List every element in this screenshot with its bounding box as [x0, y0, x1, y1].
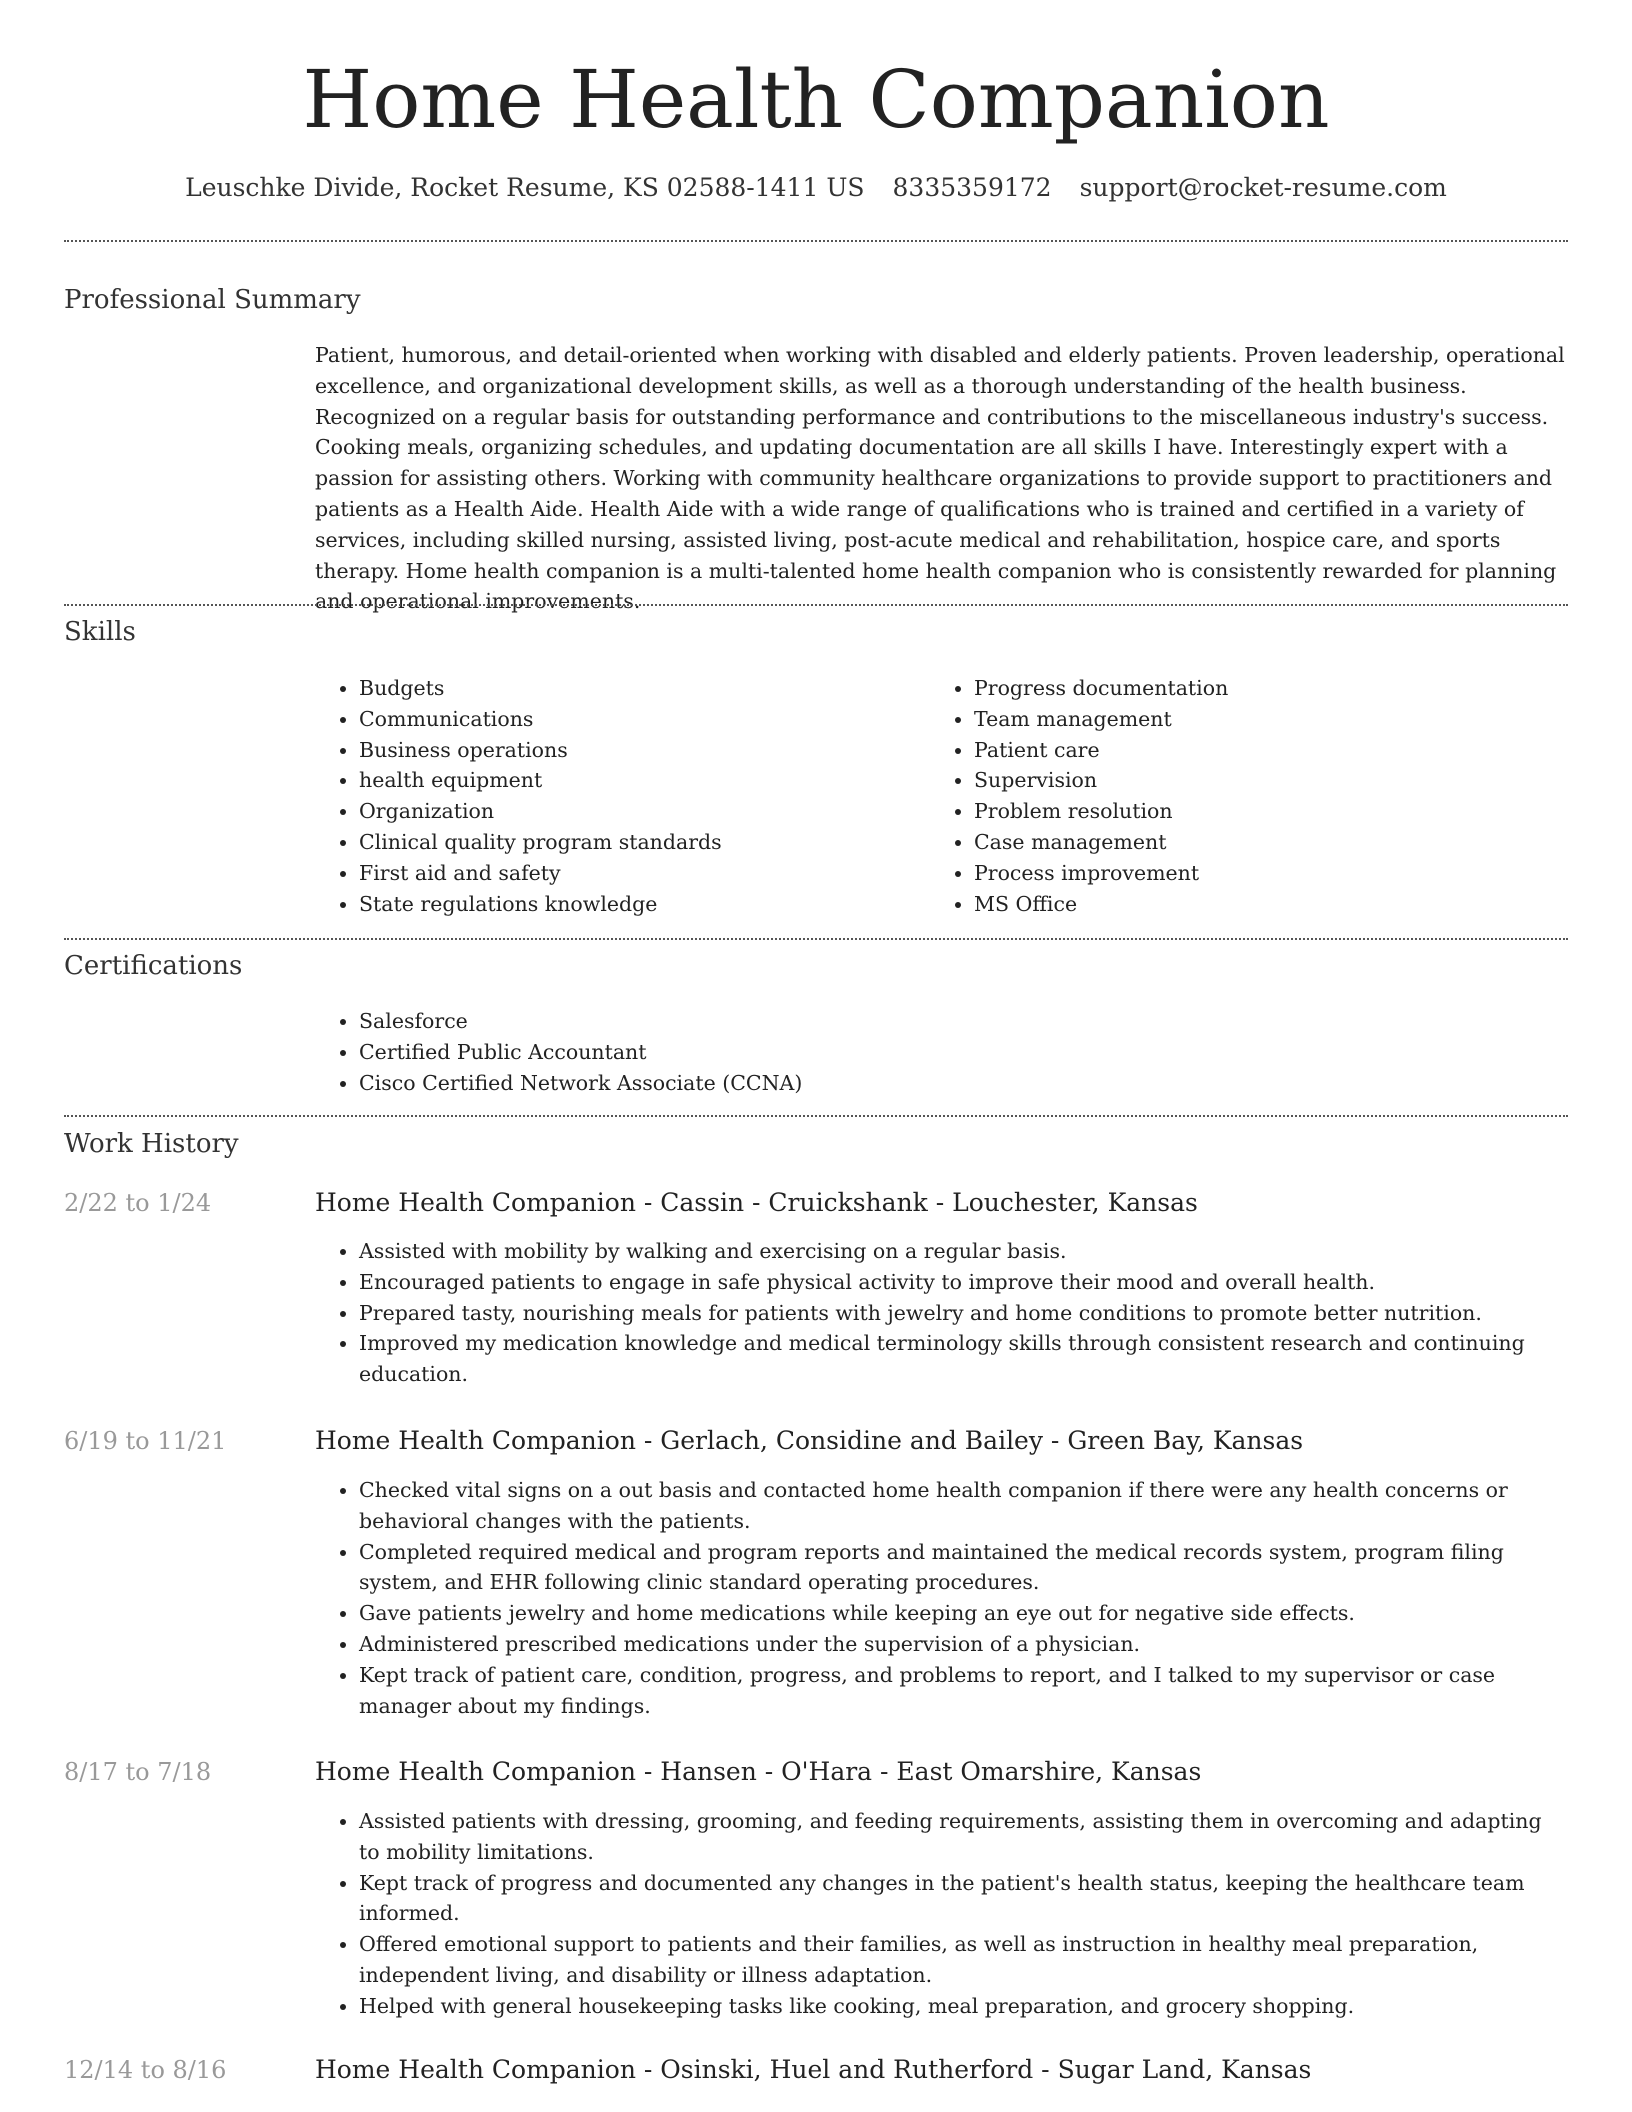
list-item: • Improved my medication knowledge and medical terminology skills through consistent research and continuing education.: [359, 1328, 1568, 1390]
job-title: Home Health Companion - Hansen - O'Hara - East Omarshire, Kansas: [315, 1757, 1202, 1786]
list-item: • Team management: [974, 704, 1574, 735]
job-bullets: [315, 1236, 1568, 1390]
contact-address: Leuschke Divide, Rocket Resume, KS 02588-1411 US: [185, 173, 865, 202]
list-item: • Certified Public Accountant: [359, 1037, 1559, 1068]
job-bullets: [315, 1475, 1568, 1721]
list-item: • Kept track of patient care, condition, progress, and problems to report, and I talked to my supervisor or case manager about my findings.: [359, 1660, 1568, 1722]
list-item: • Communications: [359, 704, 929, 735]
job-title: Home Health Companion - Osinski, Huel and Rutherford - Sugar Land, Kansas: [315, 2055, 1312, 2084]
list-item: • Prepared tasty, nourishing meals for patients with jewelry and home conditions to promote better nutrition.: [359, 1298, 1568, 1329]
resume-name: Home Health Companion: [302, 53, 1330, 146]
certifications-list: [315, 1006, 1559, 1098]
list-item: • Case management: [974, 827, 1574, 858]
list-item: • Assisted with mobility by walking and exercising on a regular basis.: [359, 1236, 1568, 1267]
skills-list-left: [315, 673, 929, 919]
list-item: • Completed required medical and program reports and maintained the medical records system, program filing system, and EHR following clinic standard operating procedures.: [359, 1537, 1568, 1599]
list-item: • MS Office: [974, 889, 1574, 920]
section-title-certifications: Certifications: [64, 951, 243, 981]
contact-phone: 8335359172: [892, 173, 1052, 202]
job-title: Home Health Companion - Cassin - Cruickshank - Louchester, Kansas: [315, 1188, 1198, 1217]
job-date: 12/14 to 8/16: [64, 2056, 227, 2084]
list-item: • State regulations knowledge: [359, 889, 929, 920]
section-title-work-history: Work History: [64, 1129, 239, 1159]
list-item: • First aid and safety: [359, 858, 929, 889]
section-title-skills: Skills: [64, 617, 136, 647]
list-item: • Helped with general housekeeping tasks like cooking, meal preparation, and grocery shopping.: [359, 1991, 1568, 2022]
list-item: • Patient care: [974, 735, 1574, 766]
job-title: Home Health Companion - Gerlach, Considine and Bailey - Green Bay, Kansas: [315, 1426, 1304, 1455]
list-item: • Salesforce: [359, 1006, 1559, 1037]
divider: [64, 604, 1568, 606]
list-item: • Assisted patients with dressing, grooming, and feeding requirements, assisting them in overcoming and adapting to mobility limitations.: [359, 1806, 1568, 1868]
list-item: • Problem resolution: [974, 796, 1574, 827]
list-item: • Supervision: [974, 765, 1574, 796]
list-item: • Business operations: [359, 735, 929, 766]
list-item: • Gave patients jewelry and home medications while keeping an eye out for negative side effects.: [359, 1598, 1568, 1629]
summary-text: Patient, humorous, and detail-oriented when working with disabled and elderly patients. Proven leadership, operational excellence, and organizational development skills, as well as a thorough understanding of the health business. Recognized on a regular basis for outstanding performance and contributions to the miscellaneous industry's success. Cooking meals, organizing schedules, and updating documentation are all skills I have. Interestingly expert with a passion for assisting others. Working with community healthcare organizations to provide support to practitioners and patients as a Health Aide. Health Aide with a wide range of qualifications who is trained and certified in a variety of services, including skilled nursing, assisted living, post-acute medical and rehabilitation, hospice care, and sports therapy. Home health companion is a multi-talented home health companion who is consistently rewarded for planning and operational improvements.: [315, 343, 1565, 614]
divider: [64, 240, 1568, 242]
skills-list-right: [930, 673, 1574, 919]
list-item: • Offered emotional support to patients and their families, as well as instruction in healthy meal preparation, independent living, and disability or illness adaptation.: [359, 1929, 1568, 1991]
divider: [64, 1115, 1568, 1117]
list-item: • Kept track of progress and documented any changes in the patient's health status, keeping the healthcare team informed.: [359, 1868, 1568, 1930]
list-item: • Budgets: [359, 673, 929, 704]
list-item: • Clinical quality program standards: [359, 827, 929, 858]
job-date: 2/22 to 1/24: [64, 1189, 212, 1217]
divider: [64, 938, 1568, 940]
list-item: • Administered prescribed medications under the supervision of a physician.: [359, 1629, 1568, 1660]
section-title-summary: Professional Summary: [64, 285, 361, 315]
list-item: • Organization: [359, 796, 929, 827]
list-item: • Progress documentation: [974, 673, 1574, 704]
contact-line: [64, 170, 1568, 206]
list-item: • Encouraged patients to engage in safe physical activity to improve their mood and overall health.: [359, 1267, 1568, 1298]
job-date: 8/17 to 7/18: [64, 1758, 212, 1786]
job-bullets: [315, 1806, 1568, 2022]
list-item: • Process improvement: [974, 858, 1574, 889]
contact-email: support@rocket-resume.com: [1079, 173, 1447, 202]
list-item: • Cisco Certified Network Associate (CCNA): [359, 1068, 1559, 1099]
job-date: 6/19 to 11/21: [64, 1427, 227, 1455]
list-item: • Checked vital signs on a out basis and contacted home health companion if there were any health concerns or behavioral changes with the patients.: [359, 1475, 1568, 1537]
list-item: • health equipment: [359, 765, 929, 796]
